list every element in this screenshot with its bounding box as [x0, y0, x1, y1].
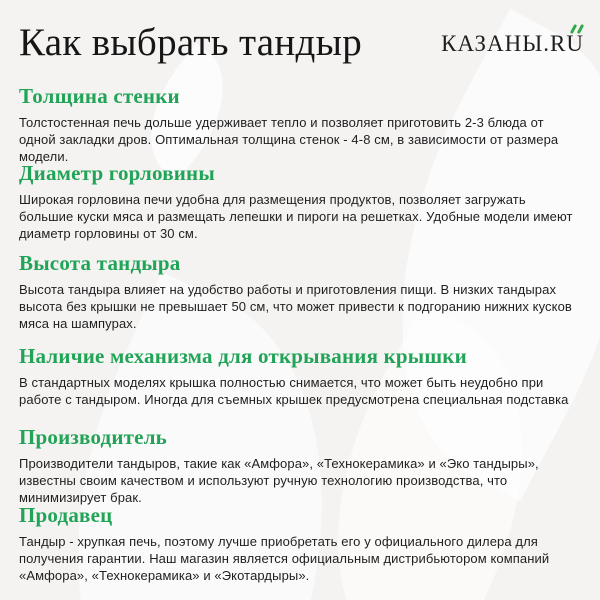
section-heading: Высота тандыра — [19, 251, 181, 275]
section-heading: Диаметр горловины — [19, 161, 215, 185]
section-body: Тандыр - хрупкая печь, поэтому лучше приобретать его у официального дилера для получения гарантии. Наш магазин является официальным дистрибьютором компаний «Амфора», «Технокерамика» и «Экотардыры». — [19, 534, 550, 583]
section-lid-mechanism — [19, 344, 579, 408]
section-heading: Продавец — [19, 503, 113, 527]
page-title: Как выбрать тандыр — [19, 21, 362, 64]
section-heading: Наличие механизма для открывания крышки — [19, 344, 467, 368]
section-heading: Толщина стенки — [19, 84, 180, 108]
section-wall-thickness — [19, 84, 579, 165]
brand-logo — [441, 31, 584, 57]
section-heading: Производитель — [19, 425, 167, 449]
section-neck-diameter — [19, 161, 579, 242]
brand-logo-text: КАЗАНЫ.RU — [441, 31, 584, 56]
section-seller — [19, 503, 579, 584]
section-manufacturer — [19, 425, 579, 506]
section-tandyr-height — [19, 251, 579, 332]
section-body: Высота тандыра влияет на удобство работы и приготовления пищи. В низких тандырах высота без крышки не превышает 50 см, что может привести к подгоранию нижних кусков мяса на шампурах. — [19, 282, 572, 331]
section-body: Производители тандыров, такие как «Амфора», «Технокерамика» и «Эко тандыры», известны своим качеством и используют ручную технологию производства, что минимизирует брак. — [19, 456, 539, 505]
logo-accent-ticks-icon — [567, 24, 583, 35]
section-body: Широкая горловина печи удобна для размещения продуктов, позволяет загружать большие куски мяса и размещать лепешки и пироги на решетках. Удобные модели имеют диаметр горловины от 30 см. — [19, 192, 573, 241]
section-body: Толстостенная печь дольше удерживает тепло и позволяет приготовить 2-3 блюда от одной закладки дров. Оптимальная толщина стенок - 4-8 см, в зависимости от размера модели. — [19, 115, 559, 164]
section-body: В стандартных моделях крышка полностью снимается, что может быть неудобно при работе с тандыром. Иногда для съемных крышек предусмотрена специальная подставка — [19, 375, 569, 407]
